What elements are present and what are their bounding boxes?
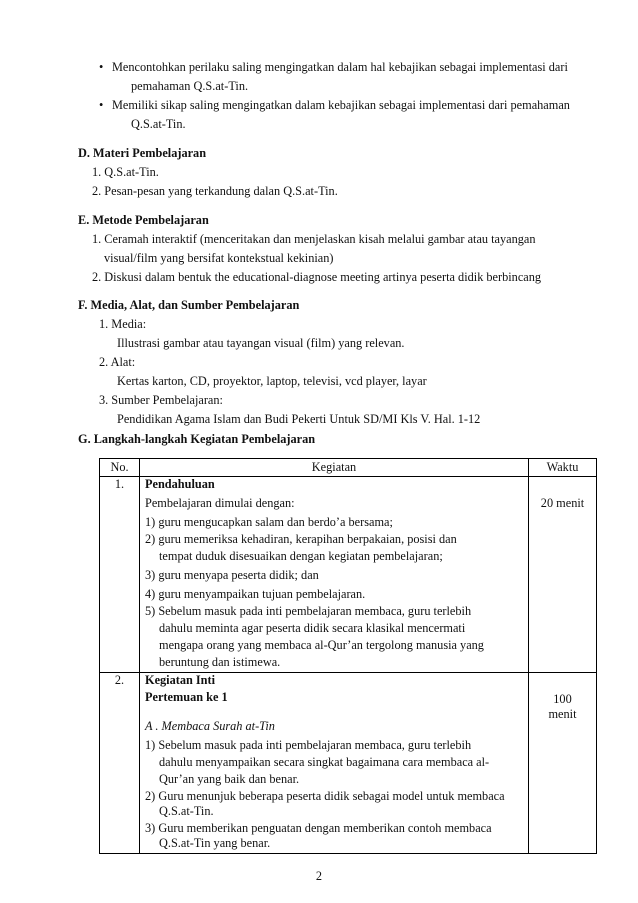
row-1-time-cell [529, 477, 597, 673]
header-waktu: Waktu [529, 459, 597, 477]
table-row [100, 673, 597, 854]
section-d-item-2: 2. Pesan-pesan yang terkandung dalan Q.S.at-Tin. [92, 184, 338, 198]
row-1-step-1: 1) guru mengucapkan salam dan berdo’a bersama; [145, 515, 393, 529]
row-1-step-4: 4) guru menyampaikan tujuan pembelajaran. [145, 587, 366, 601]
row-1-step-5-line-3: mengapa orang yang membaca al-Qur’an tergolong manusia yang [159, 638, 484, 652]
header-no: No. [100, 459, 140, 477]
row-1-step-5-line-4: beruntung dan istimewa. [159, 655, 281, 669]
section-f-alat-text: Kertas karton, CD, proyektor, laptop, televisi, vcd player, layar [117, 374, 427, 388]
section-e-item-2: 2. Diskusi dalam bentuk the educational-diagnose meeting artinya peserta didik berbincang [92, 270, 542, 284]
table-row [100, 477, 597, 673]
row-2-number: 2. [100, 673, 140, 854]
section-f-sumber-text: Pendidikan Agama Islam dan Budi Pekerti Untuk SD/MI Kls V. Hal. 1-12 [117, 412, 481, 426]
row-2-step-2-line-2: Q.S.at-Tin. [159, 804, 214, 818]
row-1-title: Pendahuluan [145, 477, 215, 491]
row-2-activity [140, 673, 529, 854]
section-f-media-label: 1. Media: [99, 317, 147, 331]
row-1-step-2-line-1: 2) guru memeriksa kehadiran, kerapihan berpakaian, posisi dan [145, 532, 457, 546]
header-kegiatan: Kegiatan [140, 459, 529, 477]
row-2-time-unit: menit [548, 707, 577, 721]
section-d-item-1: 1. Q.S.at-Tin. [92, 165, 159, 179]
section-f-alat-label: 2. Alat: [99, 355, 136, 369]
intro-bullet-2-line-1: Memiliki sikap saling mengingatkan dalam kebajikan sebagai implementasi dari pemahaman [112, 98, 570, 112]
row-2-step-3-line-2: Q.S.at-Tin yang benar. [159, 836, 271, 850]
section-e-item-1-line-2: visual/film yang bersifat kontekstual kekinian) [104, 251, 334, 265]
row-1-number: 1. [100, 477, 140, 673]
row-2-step-1-line-3: Qur’an yang baik dan benar. [159, 772, 300, 786]
row-1-step-5-line-1: 5) Sebelum masuk pada inti pembelajaran membaca, guru terlebih [145, 604, 472, 618]
section-e-heading: E. Metode Pembelajaran [78, 213, 209, 227]
bullet-marker: • [99, 60, 104, 74]
intro-bullet-2-line-2: Q.S.at-Tin. [131, 117, 186, 131]
table-header-row [100, 459, 597, 477]
intro-bullet-1-line-1: Mencontohkan perilaku saling mengingatkan dalam hal kebajikan sebagai implementasi dari [112, 60, 568, 74]
row-2-step-2-line-1: 2) Guru menunjuk beberapa peserta didik sebagai model untuk membaca [145, 789, 505, 803]
row-1-step-2-line-2: tempat duduk disesuaikan dengan kegiatan pembelajaran; [159, 549, 443, 563]
activities-table [99, 458, 597, 854]
row-1-step-3: 3) guru menyapa peserta didik; dan [145, 568, 319, 582]
bullet-marker: • [99, 98, 104, 112]
row-2-step-1-line-2: dahulu menyampaikan secara singkat bagaimana cara membaca al- [159, 755, 490, 769]
section-e-item-1-line-1: 1. Ceramah interaktif (menceritakan dan menjelaskan kisah melalui gambar atau tayangan [92, 232, 536, 246]
row-2-subtitle: Pertemuan ke 1 [145, 690, 228, 704]
row-1-activity [140, 477, 529, 673]
section-f-sumber-label: 3. Sumber Pembelajaran: [99, 393, 223, 407]
row-2-title: Kegiatan Inti [145, 673, 216, 687]
section-f-heading: F. Media, Alat, dan Sumber Pembelajaran [78, 298, 300, 312]
page-number: 2 [315, 869, 323, 883]
row-2-step-3-line-1: 3) Guru memberikan penguatan dengan memberikan contoh membaca [145, 821, 492, 835]
row-2-step-1-line-1: 1) Sebelum masuk pada inti pembelajaran membaca, guru terlebih [145, 738, 472, 752]
row-1-time: 20 menit [540, 496, 585, 510]
section-f-media-text: Illustrasi gambar atau tayangan visual (film) yang relevan. [117, 336, 405, 350]
row-2-time-cell [529, 673, 597, 854]
row-1-intro: Pembelajaran dimulai dengan: [145, 496, 295, 510]
section-d-heading: D. Materi Pembelajaran [78, 146, 207, 160]
row-2-part-a: A . Membaca Surah at-Tin [145, 719, 275, 733]
intro-bullet-1-line-2: pemahaman Q.S.at-Tin. [131, 79, 249, 93]
row-2-time-value: 100 [553, 692, 572, 706]
row-1-step-5-line-2: dahulu meminta agar peserta didik secara klasikal mencermati [159, 621, 466, 635]
section-g-heading: G. Langkah-langkah Kegiatan Pembelajaran [78, 432, 316, 446]
